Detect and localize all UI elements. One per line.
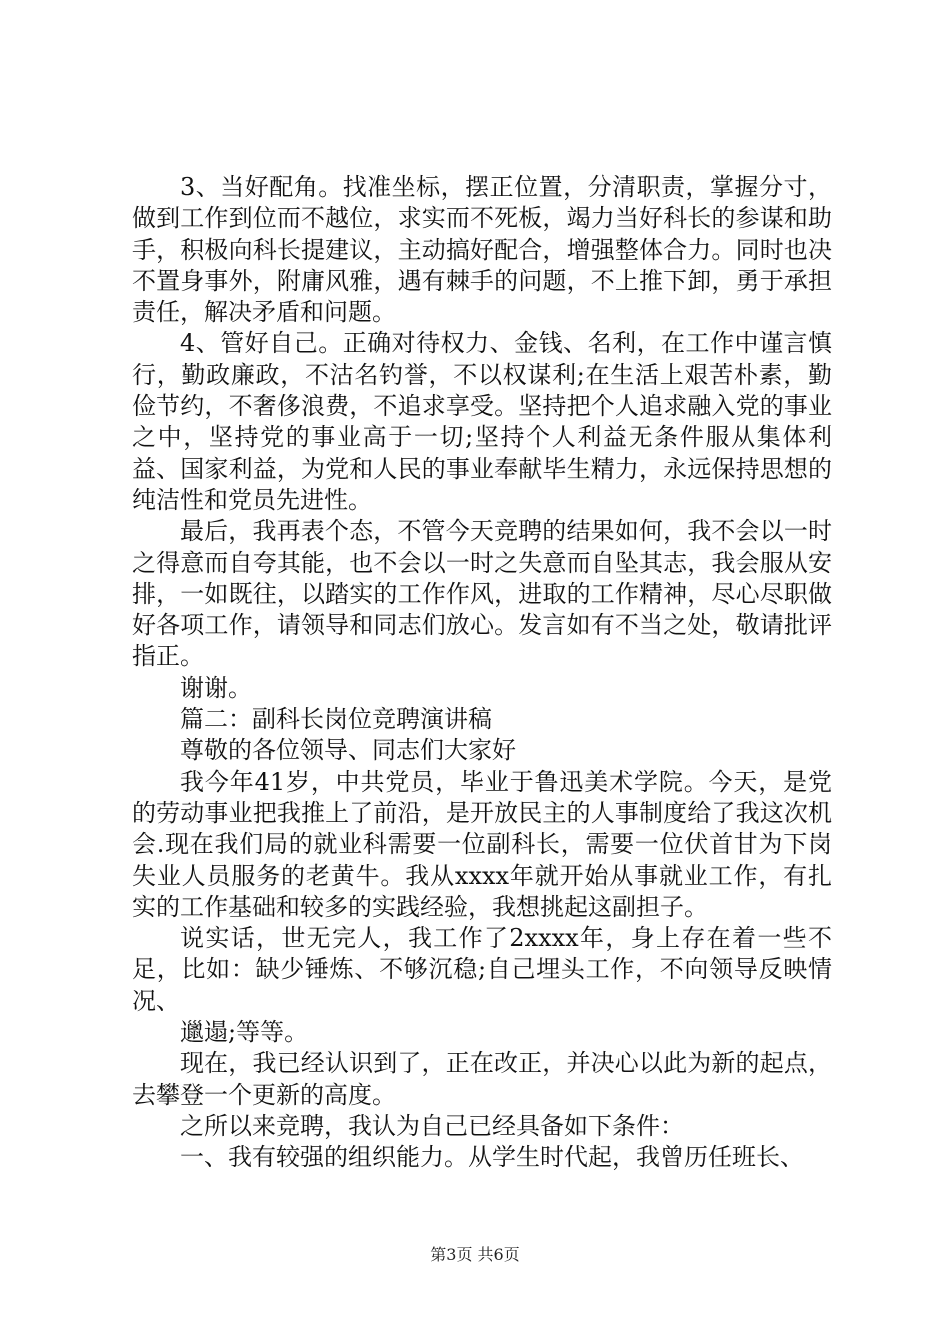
page-number-footer: 第3页 共6页: [430, 1245, 520, 1264]
paragraph-shortcomings-continued: 邋遢;等等。: [180, 1018, 309, 1047]
paragraph-thanks: 谢谢。: [180, 673, 252, 702]
section-heading: 篇二：副科长岗位竞聘演讲稿: [180, 705, 492, 734]
paragraph-shortcomings: 说实话，世无完人，我工作了2xxxx年，身上存在着一些不足，比如：缺少锤炼、不够沉稳;自己埋头工作，不向领导反映情况、: [132, 924, 832, 1015]
paragraph-introduction: 我今年41岁，中共党员，毕业于鲁迅美术学院。今天，是党的劳动事业把我推上了前沿，是开放民主的人事制度给了我这次机会.现在我们局的就业科需要一位副科长，需要一位伏首甘为下岗失业人员服务的老黄牛。我从xxxx年就开始从事就业工作，有扎实的工作基础和较多的实践经验，我想挑起这副担子。: [132, 767, 832, 921]
document-body: [132, 172, 832, 1174]
paragraph-condition-1: 一、我有较强的组织能力。从学生时代起，我曾历任班长、: [180, 1143, 804, 1172]
salutation: 尊敬的各位领导、同志们大家好: [180, 736, 516, 765]
paragraph-correction: 现在，我已经认识到了，正在改正，并决心以此为新的起点，去攀登一个更新的高度。: [132, 1049, 832, 1109]
paragraph-point-4: 4、管好自己。正确对待权力、金钱、名利，在工作中谨言慎行，勤政廉政，不沽名钓誉，不以权谋利;在生活上艰苦朴素，勤俭节约，不奢侈浪费，不追求享受。坚持把个人追求融入党的事业之中，坚持党的事业高于一切;坚持个人利益无条件服从集体利益、国家利益，为党和人民的事业奉献毕生精力，永远保持思想的纯洁性和党员先进性。: [132, 329, 832, 514]
paragraph-point-3: 3、当好配角。找准坐标，摆正位置，分清职责，掌握分寸，做到工作到位而不越位，求实而不死板，竭力当好科长的参谋和助手，积极向科长提建议，主动搞好配合，增强整体合力。同时也决不置身事外，附庸风雅，遇有棘手的问题，不上推下卸，勇于承担责任，解决矛盾和问题。: [132, 173, 832, 327]
paragraph-conditions-intro: 之所以来竞聘，我认为自己已经具备如下条件：: [180, 1111, 684, 1140]
paragraph-closing: 最后，我再表个态，不管今天竞聘的结果如何，我不会以一时之得意而自夸其能，也不会以一时之失意而自坠其志，我会服从安排，一如既往，以踏实的工作作风，进取的工作精神，尽心尽职做好各项工作，请领导和同志们放心。发言如有不当之处，敬请批评指正。: [132, 517, 832, 671]
